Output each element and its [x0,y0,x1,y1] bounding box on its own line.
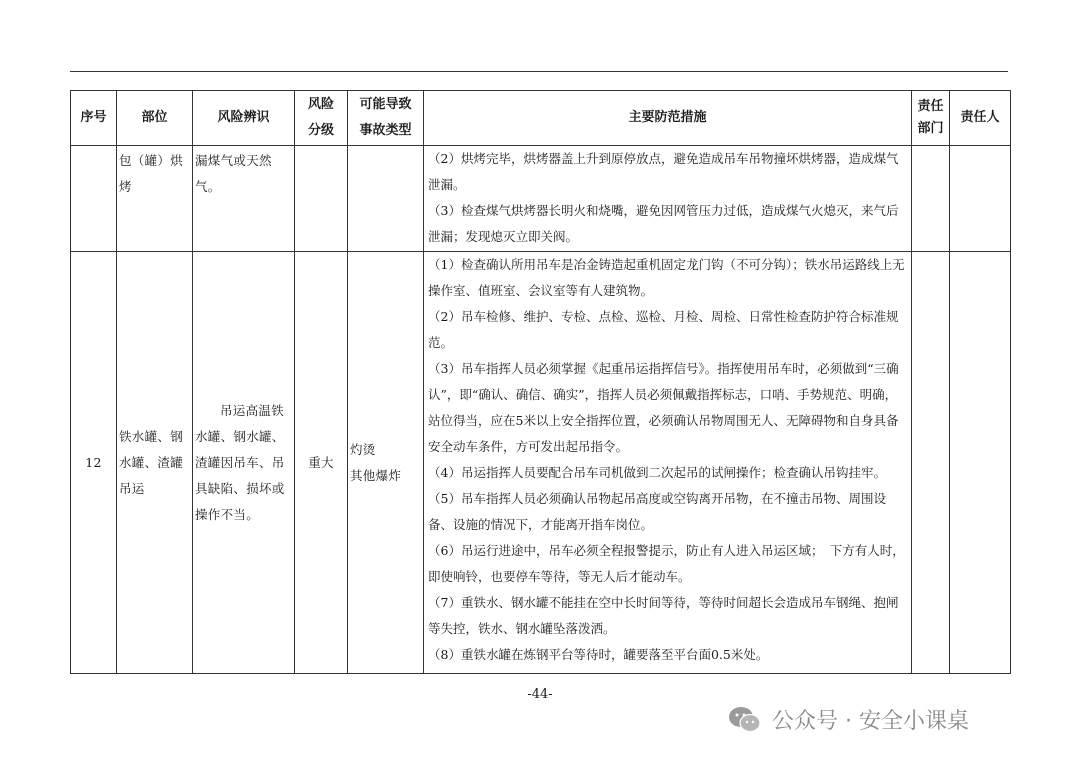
header-risk: 风险辨识 [193,91,295,146]
person-cell [950,252,1011,674]
seq-cell [71,146,117,252]
accident-cell: 灼烫 其他爆炸 [348,252,424,674]
measure-item: （7）重铁水、钢水罐不能挂在空中长时间等待，等待时间超长会造成吊车钢绳、抱闸等失控，铁水、钢水罐坠落泼洒。 [428,595,899,636]
measure-item: （2）吊车检修、维护、专检、点检、巡检、月检、周检、日常性检查防护符合标准规范。 [428,309,899,350]
table-header-row [71,91,1011,146]
top-rule [70,71,1008,72]
header-person: 责任人 [950,91,1011,146]
header-seq: 序号 [71,91,117,146]
watermark [728,704,969,735]
header-level: 风险 分级 [295,91,348,146]
dept-cell [912,146,950,252]
measures-cell [424,146,912,252]
measure-item: （2）烘烤完毕，烘烤器盖上升到原停放点，避免造成吊车吊物撞坏烘烤器，造成煤气泄漏。 [428,151,899,192]
watermark-text: 公众号 · 安全小课桌 [772,709,969,734]
measure-item: （6）吊运行进途中，吊车必须全程报警提示，防止有人进入吊运区域； 下方有人时，即使响铃，也要停车等待，等无人后才能动车。 [428,543,905,584]
person-cell [950,146,1011,252]
measure-item: （1）检查确认所用吊车是冶金铸造起重机固定龙门钩（不可分钩）；铁水吊运路线上无操作室、值班室、会议室等有人建筑物。 [428,257,905,298]
measure-item: （4）吊运指挥人员要配合吊车司机做到二次起吊的试闸操作；检查确认吊钩挂牢。 [428,465,886,480]
part-cell: 包（罐）烘烤 [117,146,193,252]
measure-item: （3）吊车指挥人员必须掌握《起重吊运指挥信号》。指挥使用吊车时，必须做到“三确认”，即“确认、确信、确实”，指挥人员必须佩戴指挥标志，口哨、手势规范、明确，站位得当，应在5米以上安全指挥位置，必须确认吊物周围无人、无障碍物和自身具备安全动车条件，方可发出起吊指令。 [428,361,899,454]
level-cell: 重大 [295,252,348,674]
header-accident-type: 可能导致 事故类型 [348,91,424,146]
header-measures: 主要防范措施 [424,91,912,146]
table-row [71,146,1011,252]
measure-item: （5）吊车指挥人员必须确认吊物起吊高度或空钩离开吊物，在不撞击吊物、周围设备、设施的情况下，才能离开指车岗位。 [428,491,886,532]
table-row [71,252,1011,674]
part-cell: 铁水罐、钢水罐、渣罐吊运 [117,252,193,674]
page-number: -44- [527,687,553,702]
header-part: 部位 [117,91,193,146]
risk-table [70,90,1011,674]
measures-cell [424,252,912,674]
seq-cell: 12 [71,252,117,674]
measure-item: （8）重铁水罐在炼钢平台等待时，罐要落至平台面0.5米处。 [428,647,769,662]
accident-cell [348,146,424,252]
risk-cell: 漏煤气或天然气。 [193,146,295,252]
risk-cell: 吊运高温铁水罐、钢水罐、渣罐因吊车、吊具缺陷、损坏或操作不当。 [193,252,295,674]
measure-item: （3）检查煤气烘烤器长明火和烧嘴，避免因网管压力过低，造成煤气火熄灭，来气后泄漏；发现熄灭立即关阀。 [428,203,899,244]
wechat-icon [728,706,762,734]
level-cell [295,146,348,252]
dept-cell [912,252,950,674]
header-dept: 责任 部门 [912,91,950,146]
